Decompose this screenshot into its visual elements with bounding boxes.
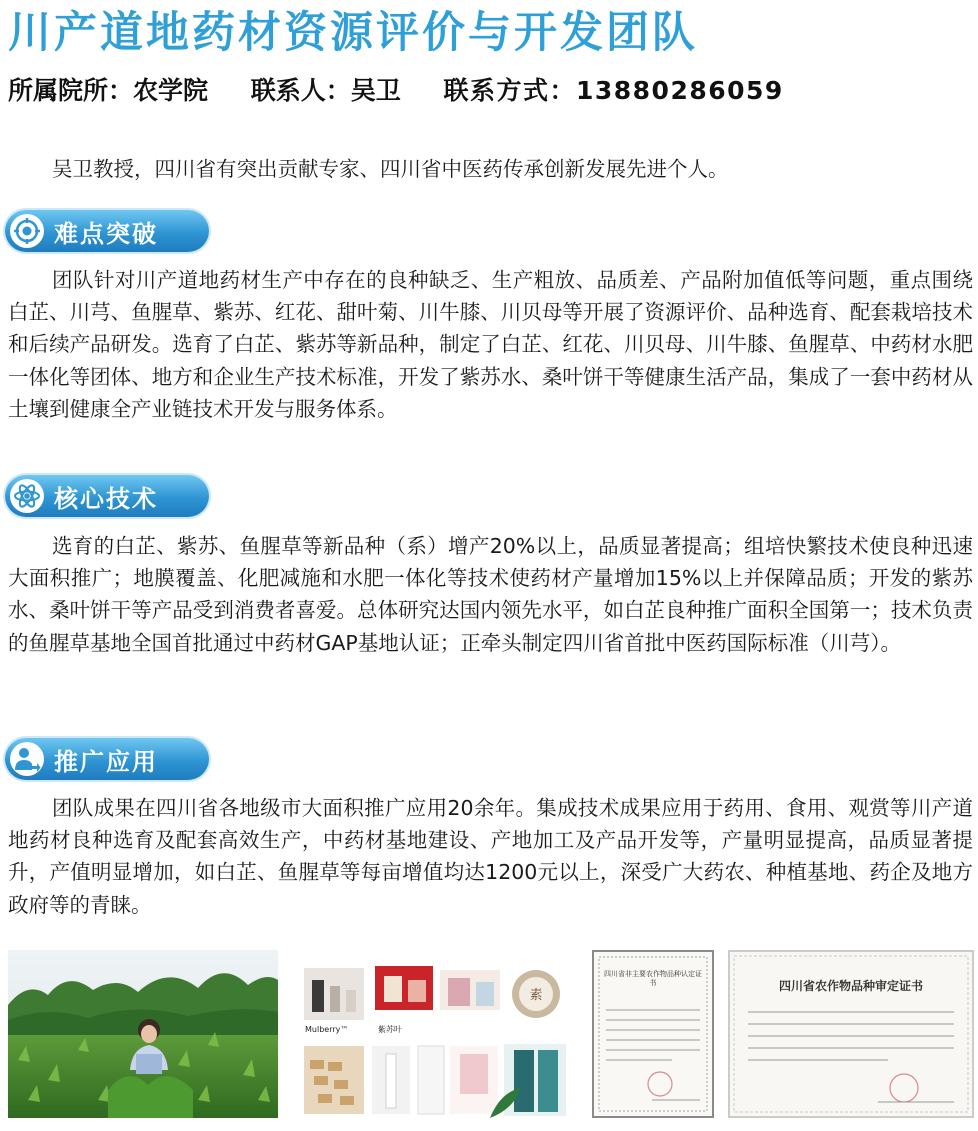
product-label-mulberry: Mulberry™ <box>305 1025 349 1034</box>
section-header-difficulty <box>5 210 209 252</box>
certificate-1-title: 四川省非主要农作物品种认定证书 <box>604 970 702 987</box>
section-heading: 推广应用 <box>54 747 158 776</box>
svg-text:素: 素 <box>529 988 543 1003</box>
section-header-core-tech <box>5 475 209 517</box>
contact-info <box>8 72 784 110</box>
variety-certificate-2 <box>728 950 974 1118</box>
section-heading: 核心技术 <box>54 484 158 513</box>
certificate-2-title: 四川省农作物品种审定证书 <box>778 979 924 993</box>
variety-certificate-1 <box>592 950 714 1118</box>
atom-icon <box>10 479 44 513</box>
field-photo <box>8 950 278 1118</box>
products-collage <box>300 950 570 1118</box>
phone-label: 联系方式：13880286059 <box>443 76 784 105</box>
section-body-core-tech: 选育的白芷、紫苏、鱼腥草等新品种（系）增产20%以上，品质显著提高；组培快繁技术使良种迅速大面积推广；地膜覆盖、化肥减施和水肥一体化等技术使药材产量增加15%以上并保障品质；开发的紫苏水、桑叶饼干等产品受到消费者喜爱。总体研究达国内领先水平，如白芷良种推广面积全国第一；技术负责的鱼腥草基地全国首批通过中药材GAP基地认证；正牵头制定四川省首批中医药国际标准（川芎）。 <box>8 534 973 655</box>
intro-text: 吴卫教授，四川省有突出贡献专家、四川省中医药传承创新发展先进个人。 <box>52 157 729 181</box>
section-body-application: 团队成果在四川省各地级市大面积推广应用20余年。集成技术成果应用于药用、食用、观赏等川产道地药材良种选育及配套高效生产，中药材基地建设、产地加工及产品开发等，产量明显提高，品质显著提升，产值明显增加，如白芷、鱼腥草等每亩增值均达1200元以上，深受广大药农、种植基地、药企及地方政府等的青睐。 <box>8 796 973 917</box>
institute-label: 所属院所：农学院 <box>8 76 209 105</box>
user-share-icon <box>10 742 44 776</box>
section-header-application <box>5 738 209 780</box>
target-icon <box>10 214 44 248</box>
section-body-difficulty: 团队针对川产道地药材生产中存在的良种缺乏、生产粗放、品质差、产品附加值低等问题，重点围绕白芷、川芎、鱼腥草、紫苏、红花、甜叶菊、川牛膝、川贝母等开展了资源评价、品种选育、配套栽培技术和后续产品研发。选育了白芷、紫苏等新品种，制定了白芷、红花、川贝母、川牛膝、鱼腥草、中药材水肥一体化等团体、地方和企业生产技术标准，开发了紫苏水、桑叶饼干等健康生活产品，集成了一套中药材从土壤到健康全产业链技术开发与服务体系。 <box>8 268 973 421</box>
product-label-suye: 紫苏叶 <box>378 1025 402 1034</box>
contact-person-label: 联系人：吴卫 <box>250 76 401 105</box>
page-title: 川产道地药材资源评价与开发团队 <box>8 8 698 58</box>
section-heading: 难点突破 <box>54 219 158 248</box>
